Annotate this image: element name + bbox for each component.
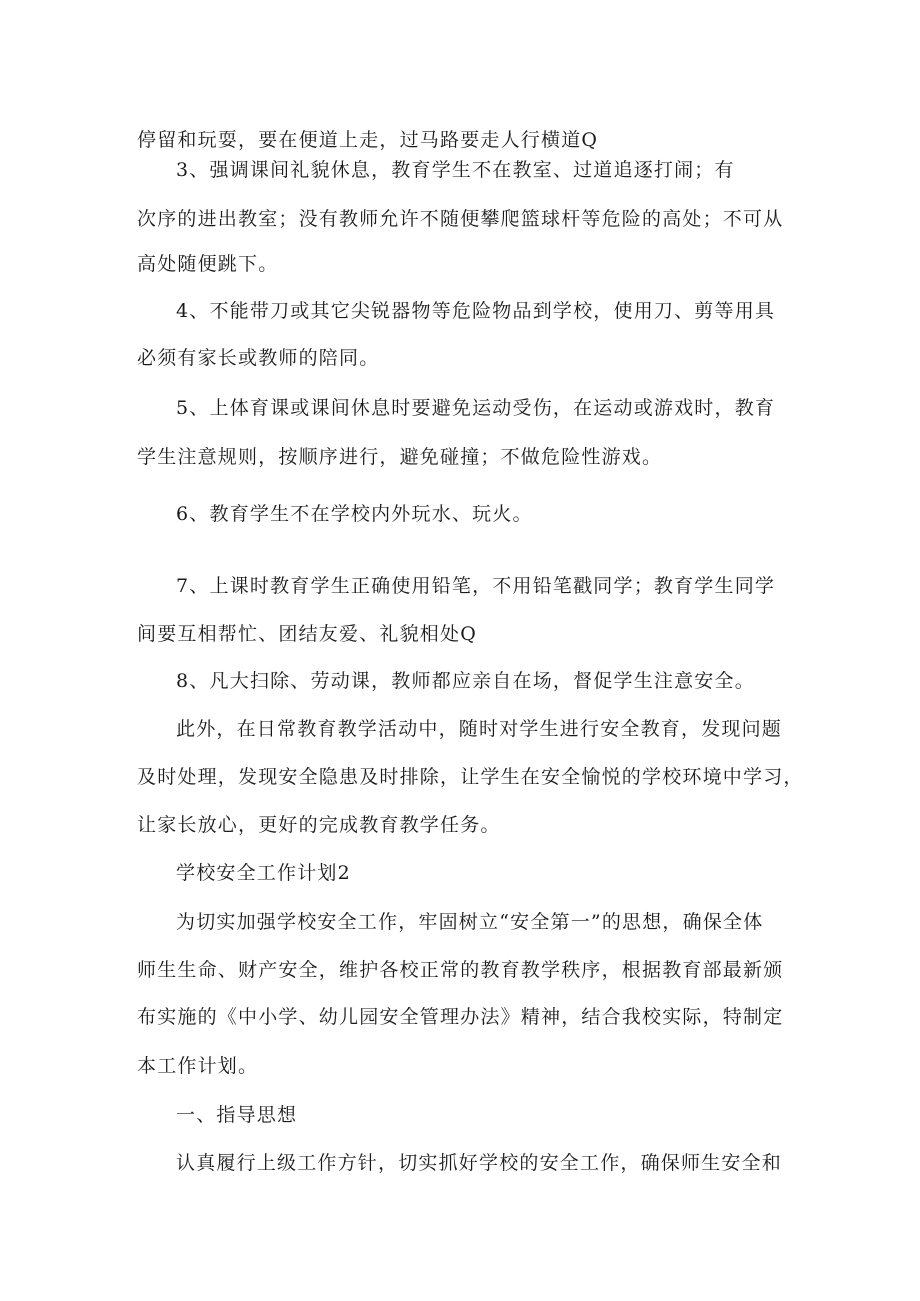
paragraph-line: 停留和玩耍，要在便道上走，过马路要走人行横道Q: [137, 129, 599, 151]
paragraph-line: 5、上体育课或课间休息时要避免运动受伤，在运动或游戏时，教育: [176, 397, 776, 419]
paragraph-line: 3、强调课间礼貌休息，教育学生不在教室、过道追逐打闹；有: [176, 159, 735, 181]
paragraph-line: 4、不能带刀或其它尖锐器物等危险物品到学校，使用刀、剪等用具: [176, 300, 776, 322]
paragraph-line: 布实施的《中小学、幼儿园安全管理办法》精神，结合我校实际，特制定: [137, 1006, 784, 1028]
paragraph-line: 师生生命、财产安全，维护各校正常的教育教学秩序，根据教育部最新颁: [137, 959, 784, 981]
paragraph-line: 及时处理，发现安全隐患及时排除，让学生在安全愉悦的学校环境中学习，: [137, 766, 804, 788]
paragraph-line: 本工作计划。: [137, 1055, 259, 1077]
paragraph-line: 学生注意规则，按顺序进行，避免碰撞；不做危险性游戏。: [137, 446, 663, 468]
paragraph-line: 必须有家长或教师的陪同。: [137, 347, 380, 369]
paragraph-line: 认真履行上级工作方针，切实抓好学校的安全工作，确保师生安全和: [176, 1152, 783, 1174]
paragraph-line: 8、凡大扫除、劳动课，教师都应亲自在场，督促学生注意安全。: [176, 670, 755, 692]
paragraph-line: 次序的进出教室；没有教师允许不随便攀爬篮球杆等危险的高处；不可从: [137, 208, 784, 230]
paragraph-line: 让家长放心，更好的完成教育教学任务。: [137, 814, 501, 836]
paragraph-line: 7、上课时教育学生正确使用铅笔，不用铅笔戳同学；教育学生同学: [176, 575, 776, 597]
paragraph-line: 为切实加强学校安全工作，牢固树立“安全第一”的思想，确保全体: [176, 911, 764, 933]
paragraph-line: 6、教育学生不在学校内外玩水、玩火。: [176, 503, 533, 525]
section-heading: 学校安全工作计划2: [176, 862, 351, 884]
paragraph-line: 高处随便跳下。: [137, 253, 279, 275]
paragraph-line: 间要互相帮忙、团结友爱、礼貌相处Q: [137, 623, 477, 645]
paragraph-line: 此外，在日常教育教学活动中，随时对学生进行安全教育，发现问题: [176, 718, 783, 740]
subsection-heading: 一、指导思想: [176, 1104, 298, 1126]
